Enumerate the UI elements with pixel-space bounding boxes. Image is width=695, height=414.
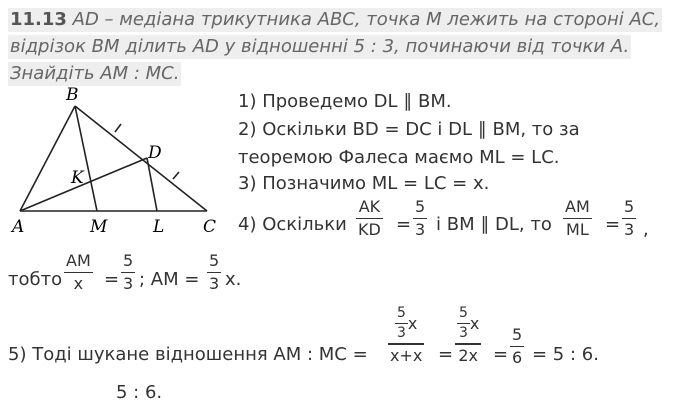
fraction-numerator: AM <box>66 251 91 270</box>
fraction-bar <box>457 323 470 324</box>
fraction-bar <box>413 218 427 219</box>
fraction-am-x <box>64 252 93 293</box>
final-answer: 5 : 6. <box>116 382 163 403</box>
fraction-5-3 <box>622 198 636 239</box>
step-2b: теоремою Фалеса маємо ML = LC. <box>238 147 560 168</box>
comma: , <box>643 219 649 240</box>
fraction-bar <box>356 218 383 219</box>
fraction-bar <box>563 218 592 219</box>
fraction-numerator <box>455 306 481 341</box>
equals-sign: = <box>104 269 120 290</box>
fraction-am-ml <box>563 198 592 239</box>
problem-line-2: відрізок BM ділить AD у відношенні 5 : 3, починаючи від точки A. <box>10 36 630 57</box>
fraction-bar <box>388 343 424 344</box>
problem-line-1 <box>8 8 662 32</box>
fraction-numerator: 5 <box>459 305 468 321</box>
problem-line-3: Знайдіть AM : MC. <box>10 63 180 84</box>
fraction-bar <box>207 272 221 273</box>
step-4b-prefix: тобто <box>8 269 63 290</box>
fraction-bar <box>395 323 408 324</box>
label-b: B <box>66 85 79 105</box>
fraction-denominator: 3 <box>624 220 635 240</box>
equals-sign: = <box>605 214 621 235</box>
fraction-denominator: 3 <box>459 325 468 342</box>
inner-fraction-5-3 <box>395 306 408 341</box>
segment-dl <box>147 158 157 211</box>
equals-sign: = <box>396 214 412 235</box>
fraction-nested-x-over-2x <box>455 306 481 365</box>
fraction-numerator <box>393 306 419 341</box>
fraction-numerator: 5 <box>209 251 220 270</box>
step-1: 1) Проведемо DL ∥ BM. <box>238 91 452 112</box>
label-k: K <box>71 168 84 188</box>
equals-sign: = <box>438 344 454 365</box>
fraction-nested-x-over-x-plus-x <box>388 306 424 365</box>
fraction-5-3 <box>207 252 221 293</box>
fraction-bar <box>121 272 135 273</box>
fraction-denominator: 3 <box>209 274 220 294</box>
fraction-ak-kd <box>356 198 383 239</box>
step-5-prefix: 5) Тоді шукане відношення AM : MC = <box>8 344 368 365</box>
equals-sign: = <box>493 344 509 365</box>
fraction-denominator: 3 <box>396 325 406 342</box>
fraction-5-3 <box>413 198 427 239</box>
tick-dc <box>173 172 179 179</box>
fraction-bar <box>510 346 524 347</box>
inner-fraction-5-3 <box>457 306 470 341</box>
variable-x: x <box>407 314 418 334</box>
step-4b-middle: ; AM = <box>139 269 200 290</box>
fraction-bar <box>64 272 93 273</box>
fraction-bar <box>622 218 636 219</box>
fraction-denominator: x <box>73 274 84 294</box>
triangle-figure <box>0 80 240 240</box>
label-l: L <box>153 217 165 237</box>
fraction-denominator: 2x <box>458 345 479 365</box>
fraction-denominator: KD <box>358 220 381 240</box>
step-4-middle: і BM ∥ DL, то <box>436 214 552 235</box>
side-ab <box>20 106 75 211</box>
variable-x: x <box>469 314 480 334</box>
fraction-numerator: AK <box>358 197 381 216</box>
problem-number: 11.13 <box>10 9 67 30</box>
fraction-numerator: AM <box>565 197 590 216</box>
tick-bd <box>115 124 121 132</box>
fraction-numerator: 5 <box>512 325 523 344</box>
fraction-denominator: x+x <box>390 345 423 365</box>
fraction-denominator: 3 <box>415 220 426 240</box>
fraction-numerator: 5 <box>123 251 134 270</box>
fraction-denominator: ML <box>566 220 589 240</box>
label-a: A <box>12 217 25 237</box>
fraction-numerator: 5 <box>624 197 635 216</box>
step-2a: 2) Оскільки BD = DC і DL ∥ BM, то за <box>238 119 580 140</box>
label-d: D <box>148 143 162 163</box>
step-4b-end: x. <box>225 269 242 290</box>
fraction-numerator: 5 <box>415 197 426 216</box>
problem-text-1: AD – медіана трикутника ABC, точка M лежить на стороні AC, <box>66 9 661 30</box>
fraction-denominator: 6 <box>512 348 523 368</box>
fraction-numerator: 5 <box>396 305 406 321</box>
step-3: 3) Позначимо ML = LC = x. <box>238 173 490 194</box>
label-c: C <box>203 217 217 237</box>
fraction-5-6 <box>510 326 524 367</box>
side-bc <box>75 106 207 211</box>
label-m: M <box>90 217 108 237</box>
fraction-5-3 <box>121 252 135 293</box>
step-4-prefix: 4) Оскільки <box>238 214 347 235</box>
fraction-bar <box>455 343 481 344</box>
fraction-denominator: 3 <box>123 274 134 294</box>
step-5-result: = 5 : 6. <box>532 344 599 365</box>
